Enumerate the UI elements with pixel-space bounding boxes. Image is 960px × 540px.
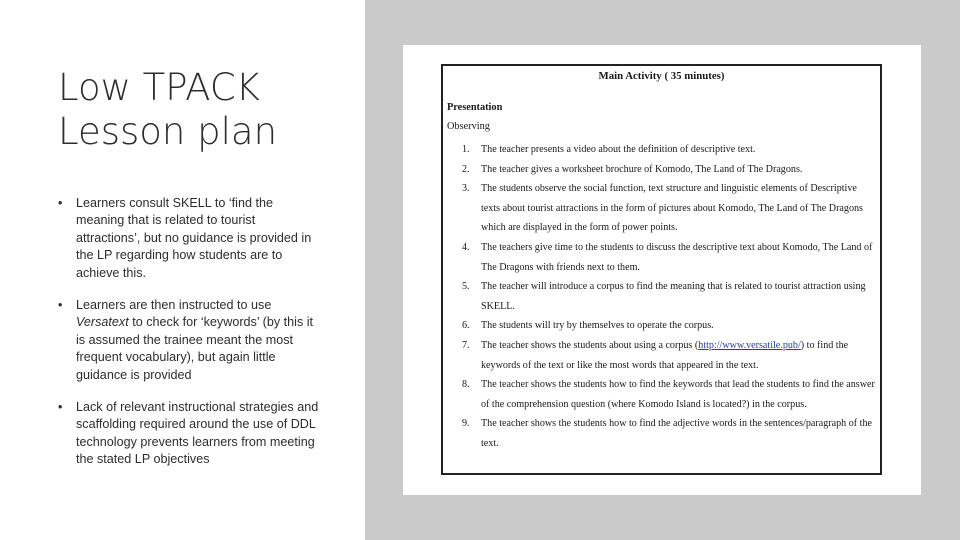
- bullet-text: Learners consult SKELL to ‘find the meaning that is related to tourist attractions’, but no guidance is provided in the LP regarding how students are to achieve this.: [76, 196, 312, 280]
- step-item: [447, 277, 877, 316]
- bullet-text: Lack of relevant instructional strategies and scaffolding required around the use of DDL technology prevents learners from meeting the stated LP objectives: [76, 400, 319, 467]
- step-text: The teacher gives a worksheet brochure of Komodo, The Land of The Dragons.: [481, 163, 803, 175]
- bullet-item: [58, 399, 323, 469]
- slide-title: [58, 66, 348, 154]
- step-item: [447, 316, 877, 336]
- step-text: The students observe the social function, text structure and linguistic elements of Descriptive texts about tourist attractions in the form of pictures about Komodo, The Land of The Dragons which are displayed in the form of power points.: [481, 183, 863, 234]
- document-header: Main Activity ( 35 minutes): [598, 70, 725, 82]
- document-section-title: Presentation: [447, 102, 503, 113]
- step-text: The teacher will introduce a corpus to find the meaning that is related to tourist attraction using SKELL.: [481, 281, 866, 312]
- step-text: The teacher presents a video about the definition of descriptive text.: [481, 144, 756, 155]
- bullet-list: [58, 195, 323, 484]
- step-number: 3.: [462, 183, 470, 195]
- bullet-dot: •: [58, 196, 63, 210]
- step-item: [447, 336, 877, 375]
- step-item: [447, 179, 877, 238]
- versatile-link[interactable]: http://www.versatile.pub/: [698, 339, 801, 351]
- title-line-1: Low TPACK: [58, 66, 260, 109]
- step-number: 8.: [462, 379, 470, 391]
- step-number: 6.: [462, 320, 470, 332]
- bullet-text-pre: Learners are then instructed to use: [76, 298, 272, 313]
- step-text: The students will try by themselves to operate the corpus.: [481, 320, 714, 332]
- step-text-post: ) to find the keywords of the text or like the most words that appeared in the text.: [481, 339, 849, 371]
- step-item: [447, 238, 877, 277]
- step-number: 7.: [462, 339, 470, 351]
- step-number: 1.: [462, 144, 470, 155]
- title-line-2: Lesson plan: [58, 110, 278, 153]
- step-text: The teacher shows the students how to find the adjective words in the sentences/paragraph of the text.: [481, 418, 873, 449]
- step-item: [447, 160, 877, 180]
- step-number: 2.: [462, 163, 470, 175]
- bullet-item: [58, 297, 323, 384]
- step-item: [447, 140, 877, 160]
- step-item: [447, 375, 877, 414]
- bullet-dot: •: [58, 298, 63, 313]
- slide-left-panel: [0, 0, 365, 540]
- bullet-dot: •: [58, 400, 63, 415]
- lesson-plan-document: [441, 64, 882, 475]
- step-text-pre: The teacher shows the students about using a corpus (: [481, 339, 699, 351]
- document-subsection-title: Observing: [447, 121, 490, 132]
- document-steps-list: [447, 140, 877, 454]
- step-number: 5.: [462, 281, 470, 293]
- bullet-text-emphasis: Versatext: [76, 315, 129, 330]
- bullet-item: [58, 195, 323, 282]
- bullet-text-post: to check for ‘keywords’ (by this it is assumed the trainee meant the most frequent vocabulary), but again little guidance is provided: [76, 315, 314, 382]
- step-text: The teachers give time to the students to discuss the descriptive text about Komodo, The Land of The Dragons with friends next to them.: [481, 241, 873, 273]
- step-text: The teacher shows the students how to find the keywords that lead the students to find the answer of the comprehension question (where Komodo Island is located?) in the corpus.: [481, 379, 875, 410]
- step-item: [447, 414, 877, 453]
- step-number: 9.: [462, 418, 470, 430]
- step-number: 4.: [462, 241, 470, 253]
